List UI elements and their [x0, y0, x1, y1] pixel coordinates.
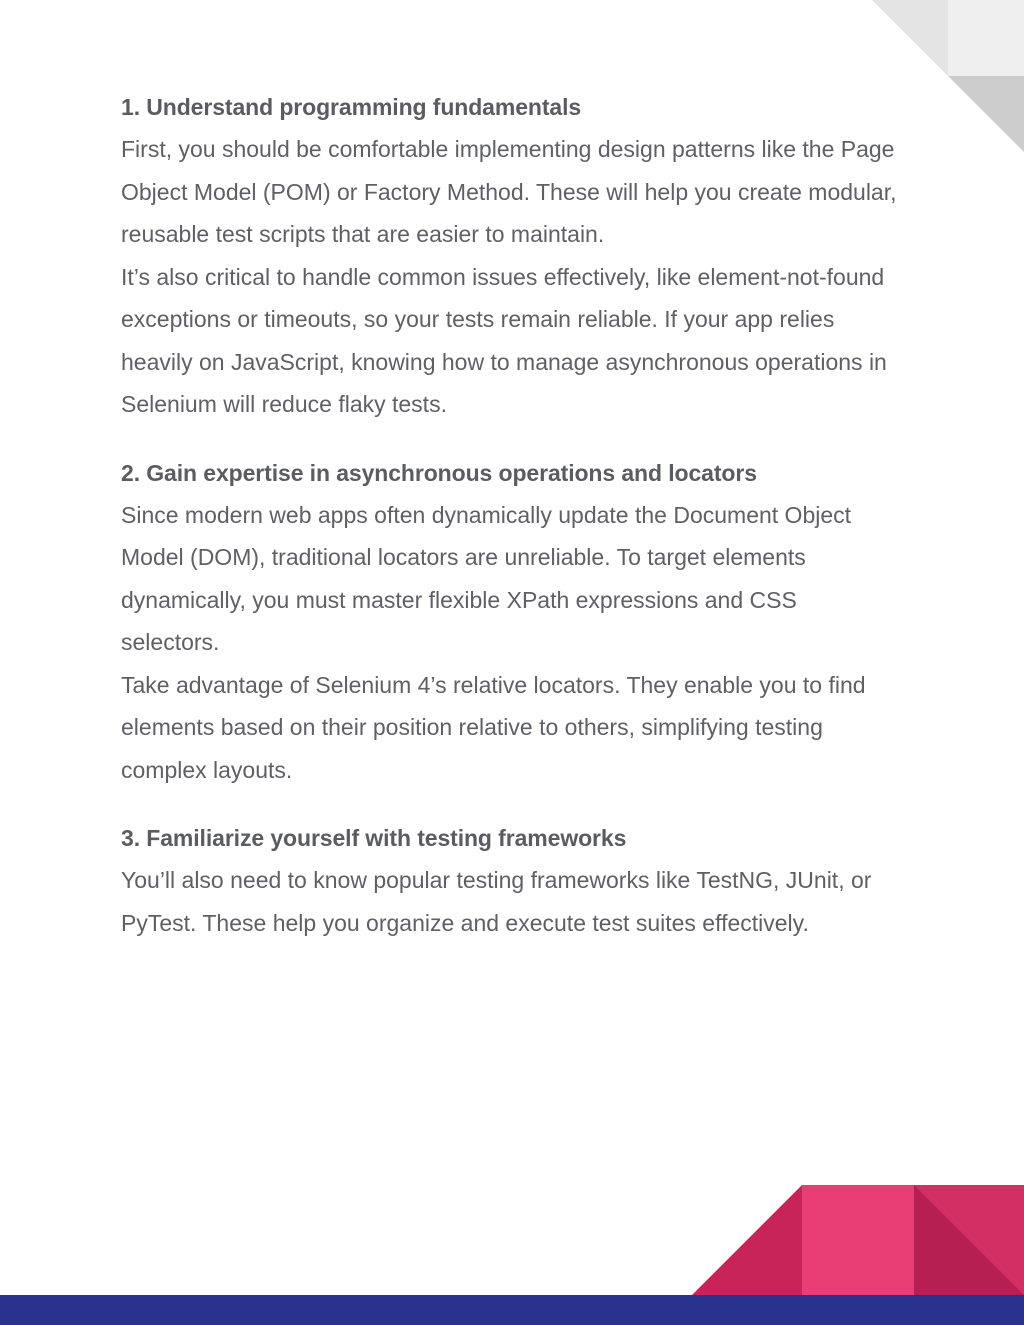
section-testing-frameworks	[121, 817, 901, 944]
paragraph: You’ll also need to know popular testing frameworks like TestNG, JUnit, or PyTest. These help you organize and execute test suites effectively.	[121, 867, 872, 936]
section-async-and-locators	[121, 452, 901, 792]
corner-triangle-light	[872, 0, 948, 76]
accent-triangle-crimson	[692, 1185, 802, 1295]
section-programming-fundamentals	[121, 86, 901, 426]
accent-block-magenta	[914, 1185, 1024, 1295]
section-heading: 3. Familiarize yourself with testing frameworks	[121, 825, 627, 851]
section-heading: 1. Understand programming fundamentals	[121, 94, 582, 120]
corner-square-pale	[948, 0, 1024, 76]
paragraph: First, you should be comfortable implementing design patterns like the Page Object Model (POM) or Factory Method. These will help you create modular, reusable test scripts that are easier to maintain.	[121, 136, 897, 247]
accent-triangle-dark	[914, 1185, 1024, 1295]
article-content	[121, 86, 901, 944]
paragraph: Since modern web apps often dynamically update the Document Object Model (DOM), traditional locators are unreliable. To target elements dynamically, you must master flexible XPath expressions and CSS selectors.	[121, 501, 852, 655]
paragraph: It’s also critical to handle common issues effectively, like element-not-found exceptions or timeouts, so your tests remain reliable. If your app relies heavily on JavaScript, knowing how to manage asynchronous operations in Selenium will reduce flaky tests.	[121, 263, 887, 417]
corner-triangle-mid	[948, 76, 1024, 152]
footer-bar	[0, 1295, 1024, 1325]
section-heading: 2. Gain expertise in asynchronous operations and locators	[121, 459, 757, 486]
paragraph: Take advantage of Selenium 4’s relative locators. They enable you to find elements based on their position relative to others, simplifying testing complex layouts.	[121, 671, 866, 783]
accent-block-pink	[802, 1185, 914, 1295]
